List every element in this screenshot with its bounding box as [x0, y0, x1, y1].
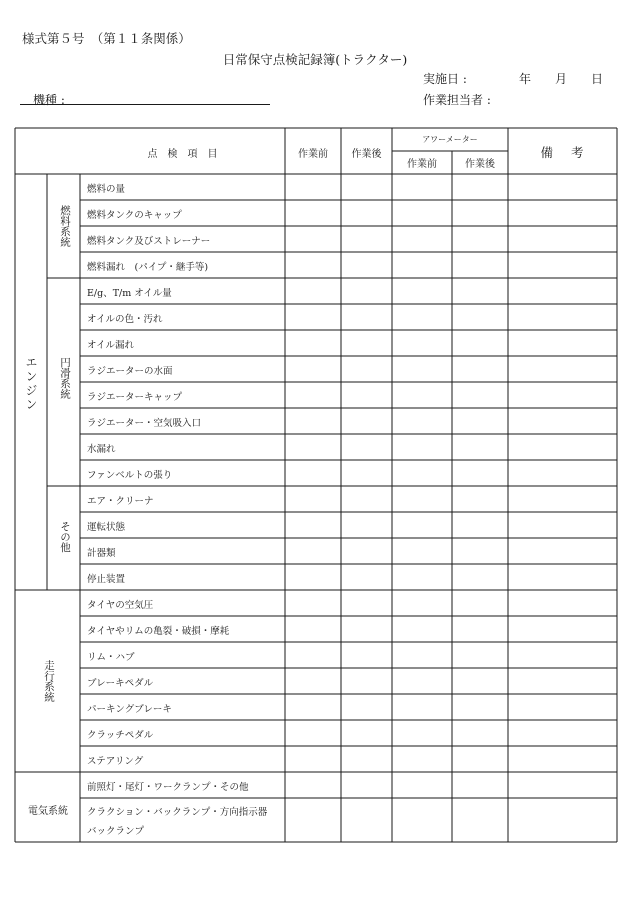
inspection-item-label: ブレーキペダル	[87, 678, 154, 689]
inspection-item-label: E/g、T/m オイル量	[87, 288, 172, 299]
group-other: その他	[59, 521, 71, 553]
inspection-item-label: 水漏れ	[87, 444, 116, 455]
date-month-label: 月	[555, 72, 568, 86]
header-after: 作業後	[351, 149, 382, 160]
inspection-item-label: 計器類	[87, 548, 116, 559]
inspection-item-label: 前照灯・尾灯・ワークランプ・その他	[87, 782, 249, 793]
inspection-item-label: 燃料の量	[87, 184, 126, 195]
inspection-item-label: ラジエーターの水面	[87, 366, 173, 377]
inspection-item-label: 運転状態	[87, 522, 126, 533]
header-before: 作業前	[298, 149, 328, 160]
inspection-item-label: ラジエーターキャップ	[87, 392, 183, 403]
worker-label: 作業担当者 :	[423, 93, 491, 107]
header-hm-before: 作業前	[407, 159, 437, 170]
inspection-item-label: クラッチペダル	[87, 730, 154, 741]
model-label: 機種 :	[33, 93, 65, 107]
date-year-label: 年	[519, 72, 532, 86]
inspection-item-label: 燃料漏れ (パイプ・継手等)	[87, 262, 209, 273]
inspection-item-label: 停止装置	[87, 574, 126, 585]
inspection-item-label: パーキングブレーキ	[87, 704, 172, 715]
header-item: 点 検 項 目	[147, 149, 218, 160]
inspection-item-label: リム・ハブ	[87, 652, 135, 663]
page-title: 日常保守点検記録簿(トラクター)	[222, 52, 408, 67]
date-day-label: 日	[591, 72, 604, 86]
form-number: 様式第５号 （第１１条関係）	[22, 31, 191, 46]
inspection-item-label: ファンベルトの張り	[87, 470, 173, 481]
header-remarks: 備考	[540, 145, 602, 160]
inspection-item-label: 燃料タンクのキャップ	[87, 210, 182, 221]
inspection-item-label: タイヤやリムの亀裂・破損・摩耗	[87, 626, 230, 637]
inspection-item-label: タイヤの空気圧	[87, 600, 154, 611]
model-input-line[interactable]	[20, 104, 270, 105]
header-hour-meter: アワーメーター	[422, 135, 478, 144]
group-fuel: 燃料系統	[59, 205, 71, 247]
group-engine: エンジン	[24, 356, 38, 412]
inspection-item-label: ステアリング	[87, 756, 144, 767]
inspection-item-label: エア・クリーナ	[87, 496, 154, 507]
inspection-item-label: ラジエーター・空気吸入口	[87, 418, 202, 429]
inspection-item-label: 燃料タンク及びストレーナー	[87, 236, 211, 247]
date-label: 実施日 :	[423, 72, 467, 86]
group-running: 走行系統	[43, 660, 55, 702]
header-hm-after: 作業後	[465, 159, 495, 170]
inspection-item-label: オイル漏れ	[87, 340, 135, 351]
inspection-item-label: バックランプ	[87, 826, 145, 837]
inspection-item-label: オイルの色・汚れ	[87, 314, 163, 325]
inspection-item-label: クラクション・バックランプ・方向指示器	[87, 807, 268, 818]
group-lube: 円滑系統	[59, 357, 71, 399]
group-electrical: 電気系統	[28, 806, 68, 817]
